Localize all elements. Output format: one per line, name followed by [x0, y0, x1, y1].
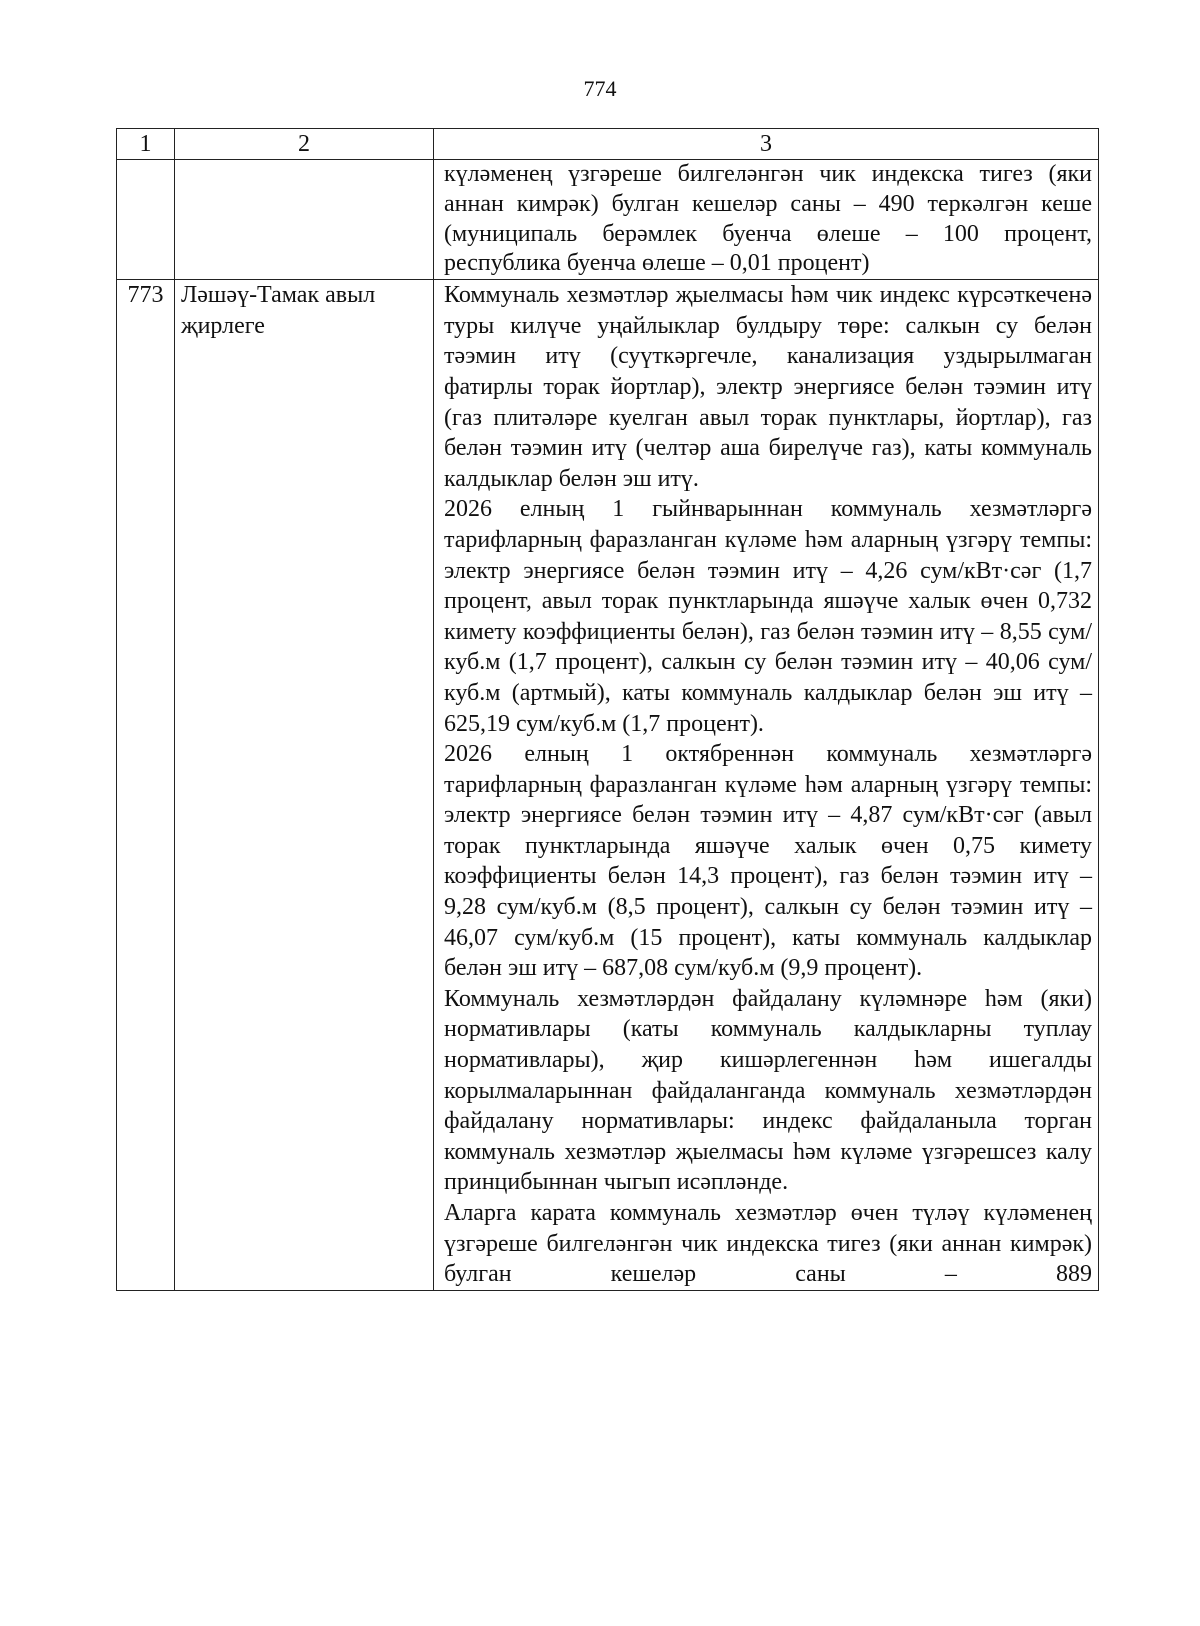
paragraph: 2026 елның 1 гыйнварыннан коммуналь хезмәтләргә тарифларның фаразланган күләме һәм аларның үзгәрү темпы: электр энергиясе белән тәэмин итү – 4,26 сум/кВт·сәг (1,7 процент, авыл торак пунктларында яшәүче халык өчен 0,732 кимету коэффициенты белән), газ белән тәэмин итү – 8,55 сум/куб.м (1,7 процент), салкын су белән тәэмин итү – 40,06 сум/куб.м (артмый), каты коммуналь калдыклар белән эш итү – 625,19 сум/куб.м (1,7 процент).: [444, 496, 1092, 737]
paragraph: 2026 елның 1 октябреннән коммуналь хезмәтләргә тарифларның фаразланган күләме һәм аларның үзгәрү темпы: электр энергиясе белән тәэмин итү – 4,87 сум/кВт·сәг (авыл торак пунктларында яшәүче халык өчен 0,75 кимету коэффициенты белән 14,3 процент), газ белән тәэмин итү – 9,28 сум/куб.м (8,5 процент), салкын су белән тәэмин итү – 46,07 сум/куб.м (15 процент), каты коммуналь калдыклар белән эш итү – 687,08 сум/куб.м (9,9 процент).: [444, 741, 1092, 982]
row-number: 773: [117, 280, 175, 1291]
settlement-name: [175, 160, 434, 280]
table-row: [117, 160, 1099, 280]
table-row: [117, 280, 1099, 1291]
row-content: [434, 280, 1099, 1291]
header-col-1: 1: [117, 129, 175, 160]
paragraph: Аларга карата коммуналь хезмәтләр өчен түләү күләменең үзгәреше билгеләнгән чик индекска тигез (яки аннан кимрәк) булган кешеләр саны – 889: [444, 1200, 1092, 1288]
header-col-2: 2: [175, 129, 434, 160]
paragraph: Коммуналь хезмәтләр җыелмасы һәм чик индекс күрсәткеченә туры килүче уңайлыклар булдыру төре: салкын су белән тәэмин итү (суүткәргечле, канализация уздырылмаган фатирлы торак йортлар), электр энергиясе белән тәэмин итү (газ плитәләре куелган авыл торак пунктлары, йортлар), газ белән тәэмин итү (челтәр аша бирелүче газ), каты коммуналь калдыклар белән эш итү.: [444, 282, 1092, 492]
row-content: [434, 160, 1099, 280]
document-table: [116, 128, 1099, 1291]
row-number: [117, 160, 175, 280]
header-row: [117, 129, 1099, 160]
paragraph: күләменең үзгәреше билгеләнгән чик индекска тигез (яки аннан кимрәк) булган кешеләр саны – 490 теркәлгән кеше (муниципаль берәмлек буенча өлеше – 100 процент, республика буенча өлеше – 0,01 процент): [444, 161, 1092, 277]
header-col-3: 3: [434, 129, 1099, 160]
settlement-name: Ләшәү-Тамак авыл җирлеге: [175, 280, 434, 1291]
page-number: 774: [583, 76, 617, 101]
paragraph: Коммуналь хезмәтләрдән файдалану күләмнәре һәм (яки) нормативлары (каты коммуналь калдыкларны туплау нормативлары), җир кишәрлегеннән һәм ишегалды корылмаларыннан файдаланганда коммуналь хезмәтләрдән файдалану нормативлары: индекс файдаланыла торган коммуналь хезмәтләр җыелмасы һәм күләме үзгәрешсез калу принцибыннан чыгып исәпләнде.: [444, 985, 1092, 1196]
